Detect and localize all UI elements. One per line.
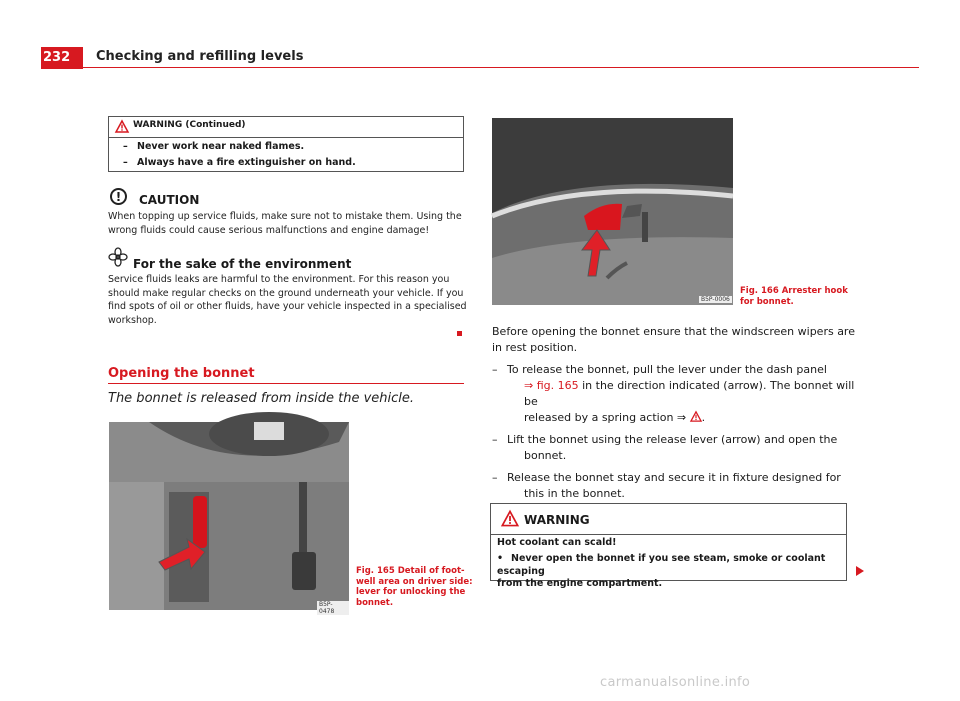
continue-arrow-icon	[856, 566, 864, 576]
step-lift-bonnet: – Lift the bonnet using the release lever (arrow) and open the bonnet.	[492, 433, 838, 462]
header-rule	[41, 67, 919, 68]
figure-165-code: B5P-0478	[317, 601, 349, 615]
warning-triangle-icon	[115, 120, 129, 133]
page-number: 232	[41, 47, 83, 69]
environment-flower-icon	[108, 247, 128, 267]
figure-166-caption: Fig. 166 Arrester hook for bonnet.	[740, 286, 848, 307]
warning-header	[491, 504, 846, 535]
caution-text: When topping up service fluids, make sure not to mistake them. Using the wrong fluids could cause serious malfunctions and engine damage!	[108, 211, 462, 236]
step-release-bonnet: – To release the bonnet, pull the lever under the dash panel ⇒ fig. 165 in the direction indicated (arrow). The bonnet will be released by a spring action ⇒ .	[492, 363, 855, 424]
warning-bullet: • Never open the bonnet if you see steam, smoke or coolant escaping from the engine compartment.	[497, 553, 826, 589]
step-release-stay: – Release the bonnet stay and secure it in fixture designed for this in the bonnet.	[492, 471, 841, 500]
bonnet-instructions	[492, 324, 862, 502]
section-subtitle: The bonnet is released from inside the vehicle.	[108, 391, 415, 406]
warning-continued-box	[108, 116, 464, 172]
warning-heading: Hot coolant can scald!	[497, 537, 617, 548]
section-rule	[108, 383, 464, 384]
figure-165-photo	[109, 422, 349, 615]
caution-title: CAUTION	[139, 193, 200, 207]
environment-title: For the sake of the environment	[133, 257, 352, 271]
intro-text: Before opening the bonnet ensure that the windscreen wipers are in rest position.	[492, 325, 855, 354]
figure-166-photo	[492, 118, 733, 305]
caution-icon: !	[110, 188, 127, 205]
warning-continued-title: WARNING (Continued)	[133, 120, 246, 130]
warning-item: – Always have a fire extinguisher on hand.	[123, 157, 356, 168]
warning-box	[490, 503, 847, 589]
fig-165-link[interactable]: ⇒ fig. 165	[524, 379, 579, 392]
warning-title: WARNING	[524, 513, 590, 527]
warning-triangle-icon	[501, 510, 519, 527]
warning-continued-header	[109, 117, 463, 138]
figure-165-caption: Fig. 165 Detail of foot- well area on driver side: lever for unlocking the bonnet.	[356, 566, 473, 608]
arrester-hook-illustration	[492, 118, 733, 305]
warning-ref-icon[interactable]	[690, 411, 702, 422]
figure-166-code: B5P-0006	[701, 296, 730, 303]
section-title: Opening the bonnet	[108, 366, 255, 381]
footwell-illustration	[109, 422, 349, 610]
watermark: carmanualsonline.info	[600, 675, 751, 690]
warning-item: – Never work near naked flames.	[123, 141, 305, 152]
end-of-section-marker	[457, 331, 462, 336]
chapter-title: Checking and refilling levels	[96, 49, 304, 64]
environment-text: Service fluids leaks are harmful to the environment. For this reason you should make regular checks on the ground underneath your vehicle. If you find spots of oil or other fluids, have your vehicle inspected in a specialised workshop.	[108, 274, 467, 326]
